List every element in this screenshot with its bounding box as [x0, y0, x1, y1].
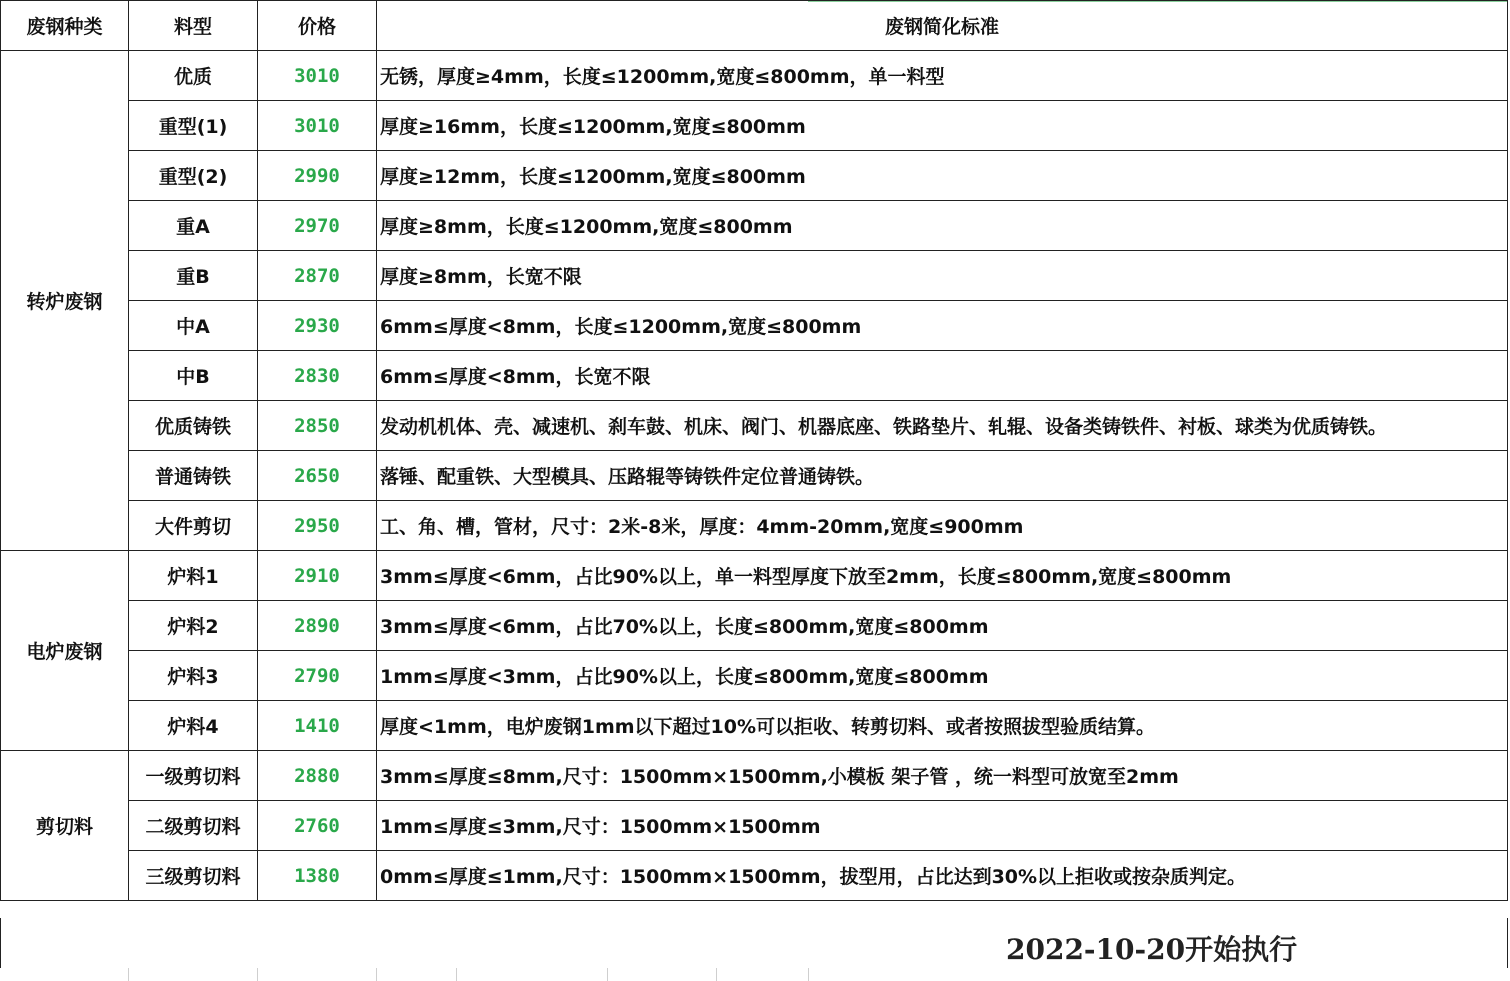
type-cell[interactable]: 炉料4	[129, 701, 258, 751]
type-cell[interactable]: 二级剪切料	[129, 801, 258, 851]
gridline-tick	[128, 968, 129, 981]
table-row	[1, 301, 1508, 351]
table-row	[1, 451, 1508, 501]
table-row	[1, 651, 1508, 701]
price-cell[interactable]: 2760	[258, 801, 377, 851]
price-cell[interactable]: 2790	[258, 651, 377, 701]
type-cell[interactable]: 中B	[129, 351, 258, 401]
standard-cell[interactable]: 厚度<1mm，电炉废钢1mm以下超过10%可以拒收、转剪切料、或者按照拔型验质结算。	[377, 701, 1508, 751]
standard-cell[interactable]: 3mm≤厚度<6mm，占比90%以上，单一料型厚度下放至2mm，长度≤800mm,宽度≤800mm	[377, 551, 1508, 601]
table-row	[1, 551, 1508, 601]
standard-cell[interactable]: 厚度≥8mm，长宽不限	[377, 251, 1508, 301]
gridline-tick	[257, 968, 258, 981]
type-cell[interactable]: 中A	[129, 301, 258, 351]
type-cell[interactable]: 优质	[129, 51, 258, 101]
price-cell[interactable]: 2970	[258, 201, 377, 251]
standard-cell[interactable]: 发动机机体、壳、减速机、刹车鼓、机床、阀门、机器底座、铁路垫片、轧辊、设备类铸铁件、衬板、球类为优质铸铁。	[377, 401, 1508, 451]
price-cell[interactable]: 2650	[258, 451, 377, 501]
table-row	[1, 51, 1508, 101]
type-cell[interactable]: 炉料3	[129, 651, 258, 701]
standard-cell[interactable]: 0mm≤厚度≤1mm,尺寸：1500mm×1500mm，拔型用，占比达到30%以上拒收或按杂质判定。	[377, 851, 1508, 901]
price-cell[interactable]: 2930	[258, 301, 377, 351]
type-cell[interactable]: 重型(2)	[129, 151, 258, 201]
price-cell[interactable]: 3010	[258, 51, 377, 101]
standard-cell[interactable]: 厚度≥8mm，长度≤1200mm,宽度≤800mm	[377, 201, 1508, 251]
table-row	[1, 201, 1508, 251]
standard-cell[interactable]: 厚度≥12mm，长度≤1200mm,宽度≤800mm	[377, 151, 1508, 201]
price-cell[interactable]: 2870	[258, 251, 377, 301]
type-cell[interactable]: 一级剪切料	[129, 751, 258, 801]
price-cell[interactable]: 2910	[258, 551, 377, 601]
type-cell[interactable]: 炉料1	[129, 551, 258, 601]
table-row	[1, 501, 1508, 551]
gridline-tick	[456, 968, 457, 981]
category-cell[interactable]: 剪切料	[1, 751, 129, 901]
standard-cell[interactable]: 1mm≤厚度≤3mm,尺寸：1500mm×1500mm	[377, 801, 1508, 851]
type-cell[interactable]: 炉料2	[129, 601, 258, 651]
type-cell[interactable]: 大件剪切	[129, 501, 258, 551]
type-cell[interactable]: 重A	[129, 201, 258, 251]
standard-cell[interactable]: 工、角、槽，管材，尺寸：2米-8米，厚度：4mm-20mm,宽度≤900mm	[377, 501, 1508, 551]
type-cell[interactable]: 重型(1)	[129, 101, 258, 151]
table-row	[1, 751, 1508, 801]
price-cell[interactable]: 2950	[258, 501, 377, 551]
category-cell[interactable]: 电炉废钢	[1, 551, 129, 751]
standard-cell[interactable]: 3mm≤厚度<6mm，占比70%以上，长度≤800mm,宽度≤800mm	[377, 601, 1508, 651]
gridline-tick	[607, 968, 608, 981]
table-header-row	[1, 1, 1508, 51]
type-cell[interactable]: 三级剪切料	[129, 851, 258, 901]
table-row	[1, 351, 1508, 401]
table-row	[1, 251, 1508, 301]
table-row	[1, 601, 1508, 651]
standard-cell[interactable]: 6mm≤厚度<8mm，长度≤1200mm,宽度≤800mm	[377, 301, 1508, 351]
table-row	[1, 801, 1508, 851]
effective-date: 2022-10-20开始执行	[1006, 933, 1298, 966]
type-cell[interactable]: 重B	[129, 251, 258, 301]
price-cell[interactable]: 2850	[258, 401, 377, 451]
gridline-tick	[716, 968, 717, 981]
price-cell[interactable]: 2990	[258, 151, 377, 201]
type-cell[interactable]: 普通铸铁	[129, 451, 258, 501]
price-cell[interactable]: 3010	[258, 101, 377, 151]
standard-cell[interactable]: 厚度≥16mm，长度≤1200mm,宽度≤800mm	[377, 101, 1508, 151]
standard-cell[interactable]: 6mm≤厚度<8mm，长宽不限	[377, 351, 1508, 401]
price-cell[interactable]: 1410	[258, 701, 377, 751]
table-row	[1, 101, 1508, 151]
gridline-tick	[808, 968, 809, 981]
header-category[interactable]: 废钢种类	[1, 1, 129, 51]
category-cell[interactable]: 转炉废钢	[1, 51, 129, 551]
price-cell[interactable]: 2890	[258, 601, 377, 651]
standard-cell[interactable]: 落锤、配重铁、大型模具、压路辊等铸铁件定位普通铸铁。	[377, 451, 1508, 501]
standard-cell[interactable]: 3mm≤厚度≤8mm,尺寸：1500mm×1500mm,小模板 架子管 ，统一料型可放宽至2mm	[377, 751, 1508, 801]
table-row	[1, 851, 1508, 901]
price-cell[interactable]: 1380	[258, 851, 377, 901]
header-type[interactable]: 料型	[129, 1, 258, 51]
table-row	[1, 151, 1508, 201]
price-cell[interactable]: 2830	[258, 351, 377, 401]
standard-cell[interactable]: 无锈，厚度≥4mm，长度≤1200mm,宽度≤800mm，单一料型	[377, 51, 1508, 101]
type-cell[interactable]: 优质铸铁	[129, 401, 258, 451]
table-row	[1, 701, 1508, 751]
price-cell[interactable]: 2880	[258, 751, 377, 801]
standard-cell[interactable]: 1mm≤厚度<3mm，占比90%以上，长度≤800mm,宽度≤800mm	[377, 651, 1508, 701]
gridline-tick	[376, 968, 377, 981]
header-price[interactable]: 价格	[258, 1, 377, 51]
header-standard[interactable]: 废钢简化标准	[377, 1, 1508, 51]
table-row	[1, 401, 1508, 451]
